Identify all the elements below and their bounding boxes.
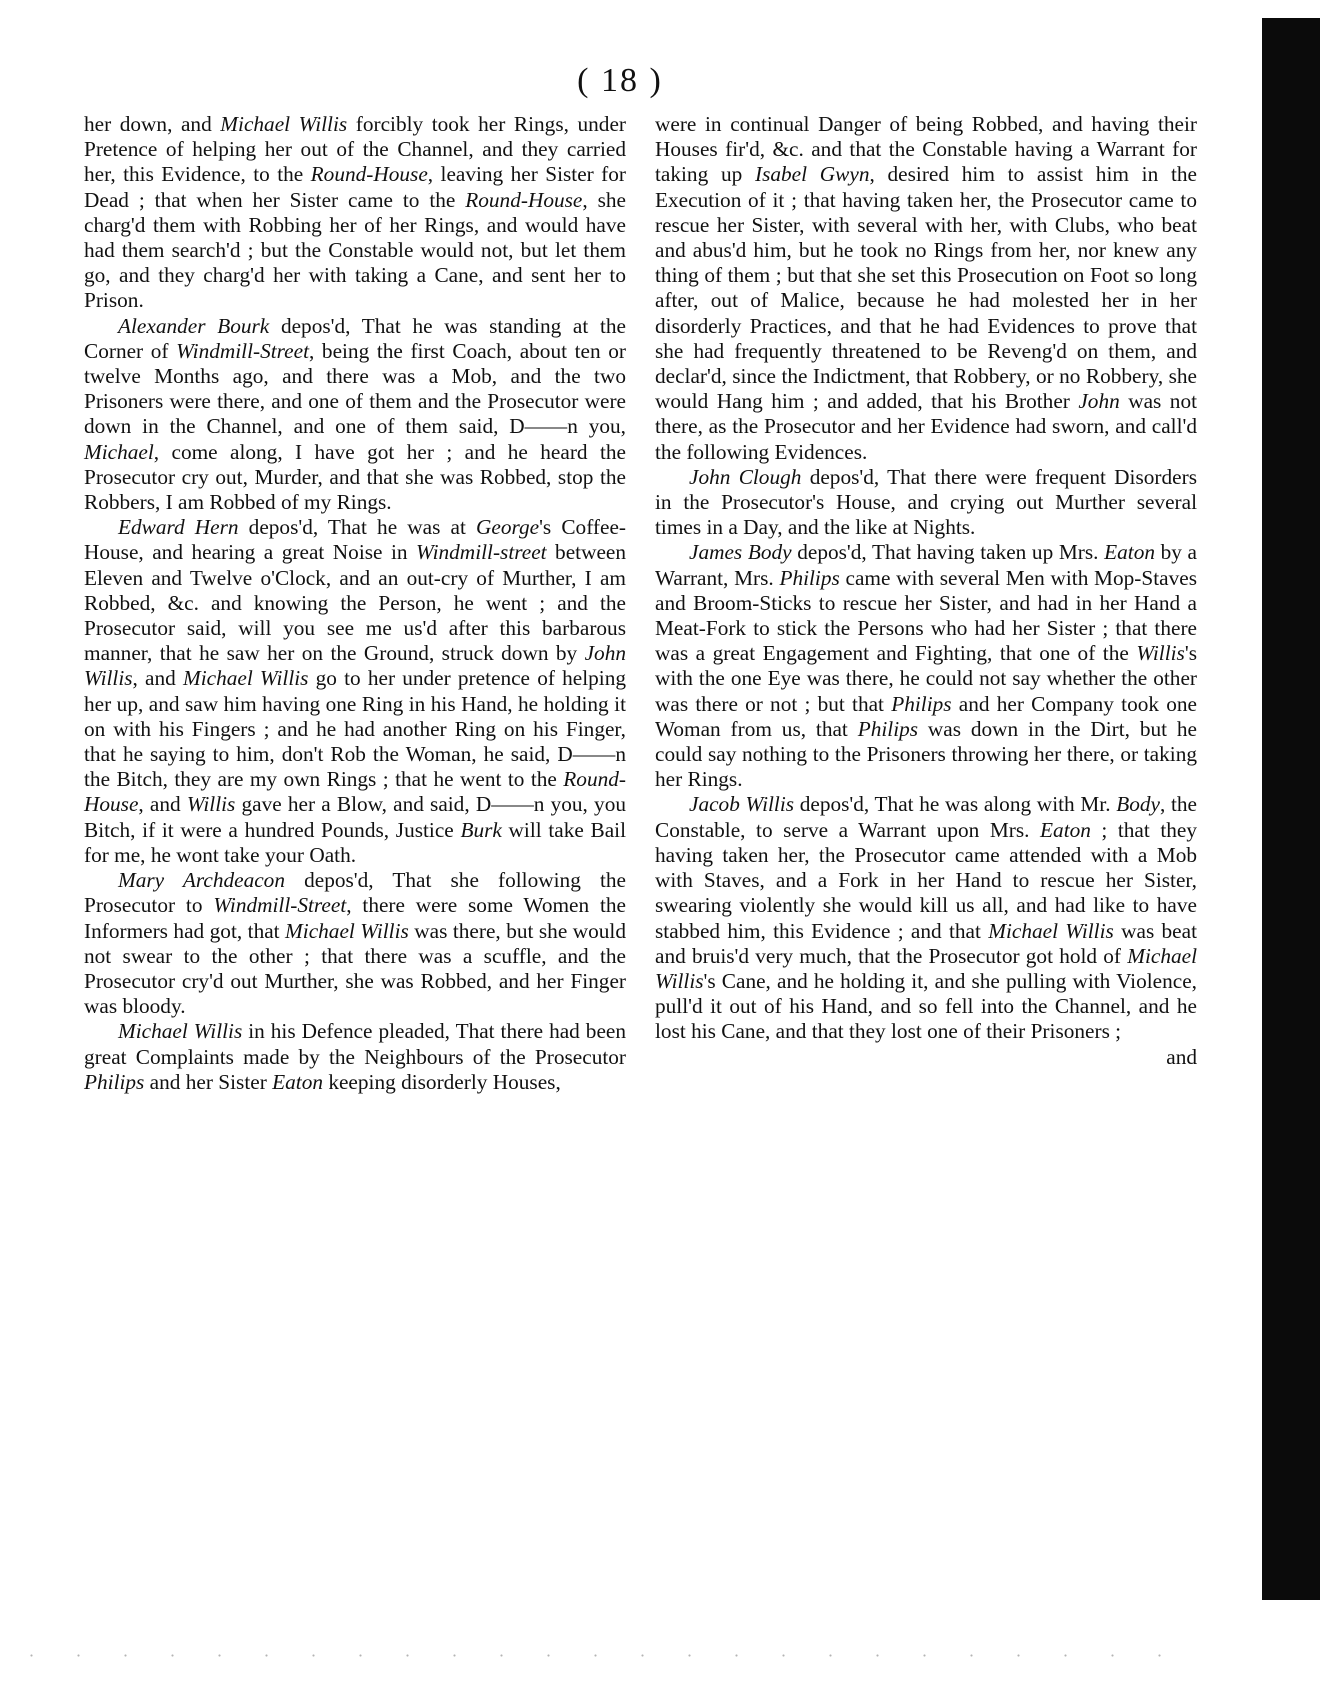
italic-name: Windmill-street [416,540,547,565]
italic-name: Michael Willis [655,943,1197,993]
scan-specks [8,1652,1198,1660]
paragraph-hern-deposition: Edward Hern depos'd, That he was at George's Coffee-House, and hearing a great Noise in Windmill-street between Eleven and Twelve o'Clock, and an out-cry of Murther, I am Robbed, &c. and knowing the Person, he went ; and the Prosecutor said, will you see me us'd after this barbarous manner, that he saw her on the Ground, struck down by John Willis, and Michael Willis go to her under pretence of helping her up, and saw him having one Ring in his Hand, he holding it on with his Fingers ; and he had another Ring on his Finger, that he saying to him, don't Rob the Woman, he said, D——n the Bitch, they are my own Rings ; that he went to the Round-House, and Willis gave her a Blow, and said, D——n you, you Bitch, if it were a hundred Pounds, Justice Burk will take Bail for me, he wont take your Oath. [84,515,627,867]
italic-name: Eaton [272,1069,323,1094]
left-column [84,112,626,1095]
italic-name: Windmill-Street [213,893,347,918]
italic-name: George [476,515,540,540]
italic-name: Michael Willis [220,112,348,136]
italic-name: Edward Hern [118,515,239,540]
italic-name: Michael Willis [285,918,409,943]
italic-name: Willis [186,792,236,817]
italic-name: Eaton [1104,540,1155,565]
catchword: and [1166,1044,1197,1069]
paragraph-archdeacon-deposition: Mary Archdeacon depos'd, That she following the Prosecutor to Windmill-Street, there were some Women the Informers had got, that Michael Willis was there, but she would not swear to the other ; that there was a scuffle, and the Prosecutor cry'd out Murther, she was Robbed, and her Finger was bloody. [84,868,626,1019]
italic-name: Isabel Gwyn [755,162,870,187]
italic-name: John [1078,389,1120,414]
italic-name: Michael Willis [118,1019,243,1044]
italic-name: Body [1116,792,1160,817]
italic-name: Burk [460,817,502,842]
italic-name: Round-House [84,767,626,817]
paragraph-willis-defence: Michael Willis in his Defence pleaded, That there had been great Complaints made by the Neighbours of the Prosecutor Philips and her Sister Eaton keeping disorderly Houses, [84,1019,626,1094]
italic-name: Philips [891,691,952,716]
italic-name: Michael [84,439,154,464]
italic-name: Windmill-Street [176,338,309,363]
scan-edge-bar [1262,18,1320,1600]
italic-name: Philips [857,716,919,741]
paragraph-body-deposition: James Body depos'd, That having taken up Mrs. Eaton by a Warrant, Mrs. Philips came with several Men with Mop-Staves and Broom-Sticks to rescue her Sister, and had in her Hand a Meat-Fork to stick the Persons who had her Sister ; that there was a great Engagement and Fighting, that one of the Willis's with the one Eye was there, he could not say whether the other was there or not ; but that Philips and her Company took one Woman from us, that Philips was down in the Dirt, but he could say nothing to the Prisoners throwing her there, or taking her Rings. [655,540,1197,792]
paragraph: her down, and Michael Willis forcibly took her Rings, under Pretence of helping her out of the Channel, and they carried her, this Evidence, to the Round-House, leaving her Sister for Dead ; that when her Sister came to the Round-House, she charg'd them with Robbing her of her Rings, and would have had them search'd ; but the Constable would not, but let them go, and they charg'd her with taking a Cane, and sent her to Prison. [84,112,626,313]
italic-name: Mary Archdeacon [118,868,285,893]
italic-name: James Body [689,540,792,565]
italic-name: John Clough [689,464,802,489]
paragraph-defence-continued: were in continual Danger of being Robbed, and having their Houses fir'd, &c. and that the Constable having a Warrant for taking up Isabel Gwyn, desired him to assist him in the Execution of it ; that having taken her, the Prosecutor came to rescue her Sister, with several with her, with Clubs, who beat and abus'd him, but he took no Rings from her, nor knew any thing of them ; but that she set this Prosecution on Foot so long after, out of Malice, because he had molested her in her disorderly Practices, and that he had Evidences to prove that she had frequently threatened to be Reveng'd on them, and declar'd, since the Indictment, that Robbery, or no Robbery, she would Hang him ; and added, that his Brother John was not there, as the Prosecutor and her Evidence had sworn, and call'd the following Evidences. [655,112,1198,464]
italic-name: Michael Willis [182,666,309,691]
italic-name: Round-House [310,162,428,187]
italic-name: Round-House [465,187,583,212]
italic-name: Michael Willis [988,918,1114,943]
italic-name: Philips [84,1069,145,1094]
italic-name: Philips [779,565,840,590]
italic-name: Willis [1136,641,1185,666]
paragraph-jacob-willis-deposition: Jacob Willis depos'd, That he was along with Mr. Body, the Constable, to serve a Warrant upon Mrs. Eaton ; that they having taken her, the Prosecutor came attended with a Mob with Staves, and a Fork in her Hand to rescue her Sister, swearing violently she would kill us all, and had like to have stabbed him, this Evidence ; and that Michael Willis was beat and bruis'd very much, that the Prosecutor got hold of Michael Willis's Cane, and he holding it, and she pulling with Violence, pull'd it out of his Hand, and so fell into the Channel, and he lost his Cane, and that they lost one of their Prisoners ; [655,792,1198,1044]
italic-name: Alexander Bourk [118,313,270,338]
italic-name: Eaton [1040,817,1091,842]
italic-name: Jacob Willis [689,792,795,817]
paragraph-bourk-deposition: Alexander Bourk depos'd, That he was standing at the Corner of Windmill-Street, being the first Coach, about ten or twelve Months ago, and there was a Mob, and the two Prisoners were there, and one of them and the Prosecutor were down in the Channel, and one of them said, D——n you, Michael, come along, I have got her ; and he heard the Prosecutor cry out, Murder, and that she was Robbed, stop the Robbers, I am Robbed of my Rings. [84,313,627,515]
paragraph-clough-deposition: John Clough depos'd, That there were frequent Disorders in the Prosecutor's House, and crying out Murther several times in a Day, and the like at Nights. [655,464,1197,540]
right-column [655,112,1197,1070]
page-number: ( 18 ) [577,62,663,99]
italic-name: John Willis [84,641,626,691]
